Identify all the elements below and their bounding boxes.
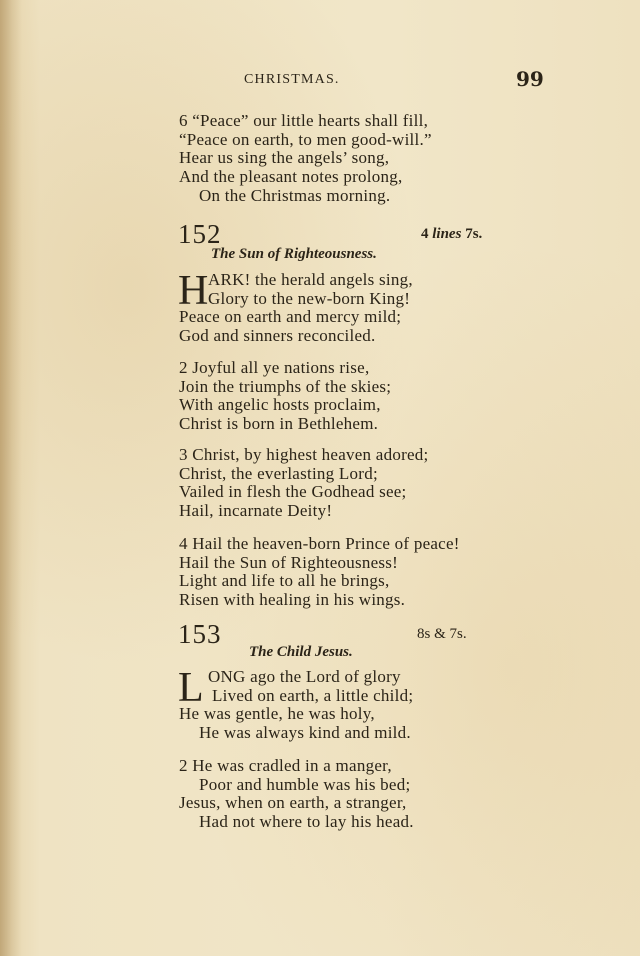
verse-line: 2 He was cradled in a manger, — [179, 756, 392, 775]
verse-line: ONG ago the Lord of glory — [208, 667, 401, 686]
hymn-meter-152 — [421, 226, 482, 243]
verse-line: Risen with healing in his wings. — [179, 590, 406, 610]
verse-line: God and sinners reconciled. — [179, 326, 376, 346]
verse-line: Christ, the everlasting Lord; — [179, 463, 378, 483]
meter-prefix: 4 — [421, 226, 429, 242]
hymn-153-stanza-1 — [178, 665, 414, 743]
verse-line: He was gentle, he was holy, — [179, 704, 375, 724]
verse-line: Join the triumphs of the skies; — [179, 376, 392, 396]
verse-line: And the pleasant notes prolong, — [179, 167, 403, 187]
verse-line: Hail, incarnate Deity! — [179, 501, 333, 521]
page-number: 99 — [516, 67, 544, 91]
verse-line: “Peace on earth, to men good-will.” — [179, 129, 432, 149]
hymn-153-stanza-2 — [179, 757, 414, 832]
verse-line: ARK! the herald angels sing, — [208, 270, 413, 289]
verse-line: 4 Hail the heaven-born Prince of peace! — [179, 534, 460, 553]
verse-line: Poor and humble was his bed; — [199, 774, 411, 794]
verse-line: Peace on earth and mercy mild; — [179, 307, 402, 327]
meter-italic: lines — [432, 226, 462, 242]
continued-stanza — [179, 112, 432, 205]
verse-line: Vailed in flesh the Godhead see; — [179, 482, 407, 502]
verse-line: With angelic hosts proclaim, — [179, 395, 381, 415]
page-edge-shadow — [0, 0, 22, 956]
hymn-title-153: The Child Jesus. — [249, 644, 353, 660]
hymn-152-stanza-2 — [179, 359, 391, 434]
hymn-152-stanza-3 — [179, 446, 429, 521]
verse-line: Hear us sing the angels’ song, — [179, 148, 390, 168]
verse-line: He was always kind and mild. — [199, 723, 411, 743]
drop-cap: H — [178, 268, 209, 314]
verse-line: 6 “Peace” our little hearts shall fill, — [179, 111, 429, 130]
verse-line: 3 Christ, by highest heaven adored; — [179, 445, 429, 464]
verse-line: Lived on earth, a little child; — [212, 685, 414, 705]
verse-line: Christ is born in Bethlehem. — [179, 414, 379, 434]
verse-line: Light and life to all he brings, — [179, 571, 390, 591]
hymn-number-153: 153 — [178, 619, 222, 649]
hymn-title-152: The Sun of Righteousness. — [211, 246, 377, 262]
running-title: CHRISTMAS. — [244, 72, 340, 87]
verse-line: 2 Joyful all ye nations rise, — [179, 358, 370, 377]
hymn-number-152: 152 — [178, 219, 222, 249]
hymn-meter-153: 8s & 7s. — [417, 626, 467, 642]
verse-line: Jesus, when on earth, a stranger, — [179, 793, 407, 813]
hymn-152-stanza-4 — [179, 535, 460, 610]
verse-line: Had not where to lay his head. — [199, 812, 414, 832]
verse-line: Hail the Sun of Righteousness! — [179, 552, 399, 572]
drop-cap: L — [178, 665, 204, 711]
hymn-152-stanza-1 — [178, 268, 413, 346]
verse-line: Glory to the new-born King! — [208, 288, 411, 308]
meter-suffix: 7s. — [465, 226, 483, 242]
verse-line: On the Christmas morning. — [199, 185, 391, 205]
